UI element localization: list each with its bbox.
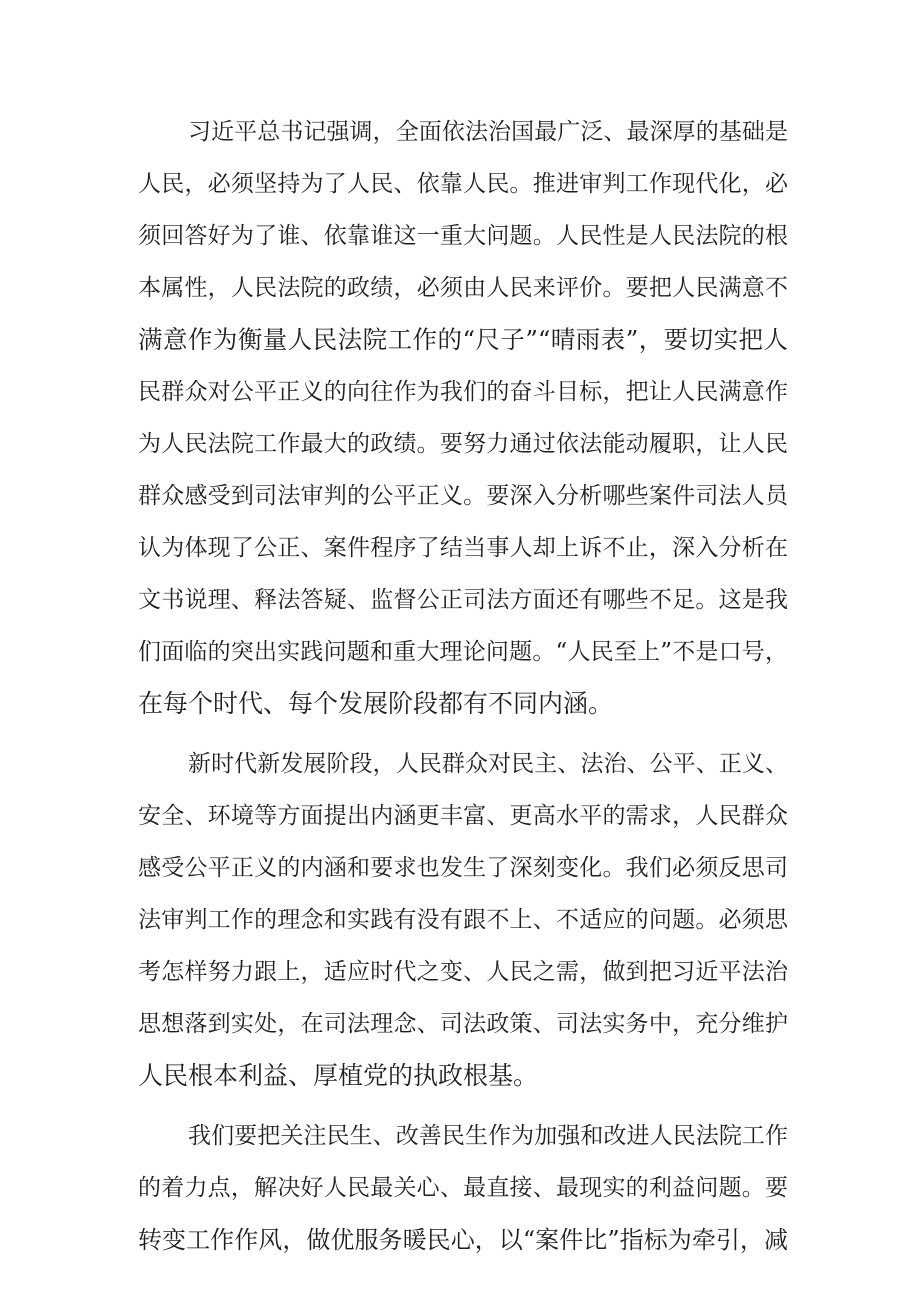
text-line: 本属性，人民法院的政绩，必须由人民来评价。要把人民满意不: [138, 275, 788, 301]
text-line: 群众感受到司法审判的公平正义。要深入分析哪些案件司法人员: [138, 483, 788, 509]
text-line: 转变工作作风，做优服务暖民心，以“案件比”指标为牵引，减: [138, 1226, 788, 1254]
text-line: 的着力点，解决好人民最关心、最直接、最现实的利益问题。要: [138, 1175, 788, 1201]
text-line: 认为体现了公正、案件程序了结当事人却上诉不止，深入分析在: [138, 535, 788, 561]
text-line: 新时代新发展阶段，人民群众对民主、法治、公平、正义、: [188, 751, 788, 777]
text-line: 考怎样努力跟上，适应时代之变、人民之需，做到把习近平法治: [138, 959, 788, 985]
text-line: 们面临的突出实践问题和重大理论问题。“人民至上”不是口号，: [138, 639, 788, 665]
text-line: 思想落到实处，在司法理念、司法政策、司法实务中，充分维护: [138, 1011, 788, 1037]
text-line: 民群众对公平正义的向往作为我们的奋斗目标，把让人民满意作: [138, 379, 788, 405]
text-line: 我们要把关注民生、改善民生作为加强和改进人民法院工作: [188, 1123, 788, 1149]
text-line: 法审判工作的理念和实践有没有跟不上、不适应的问题。必须思: [138, 907, 788, 933]
text-line: 须回答好为了谁、依靠谁这一重大问题。人民性是人民法院的根: [138, 223, 788, 249]
text-line: 感受公平正义的内涵和要求也发生了深刻变化。我们必须反思司: [138, 855, 788, 881]
text-line: 安全、环境等方面提出内涵更丰富、更高水平的需求，人民群众: [138, 803, 788, 829]
text-line: 在每个时代、每个发展阶段都有不同内涵。: [138, 689, 614, 718]
text-line: 满意作为衡量人民法院工作的“尺子”“晴雨表”，要切实把人: [138, 325, 788, 354]
text-line: 习近平总书记强调，全面依法治国最广泛、最深厚的基础是: [188, 119, 788, 145]
text-line: 文书说理、释法答疑、监督公正司法方面还有哪些不足。这是我: [138, 587, 788, 613]
text-line: 为人民法院工作最大的政绩。要努力通过依法能动履职，让人民: [138, 431, 788, 457]
text-line: 人民，必须坚持为了人民、依靠人民。推进审判工作现代化，必: [138, 171, 788, 197]
text-line: 人民根本利益、厚植党的执政根基。: [138, 1061, 539, 1090]
